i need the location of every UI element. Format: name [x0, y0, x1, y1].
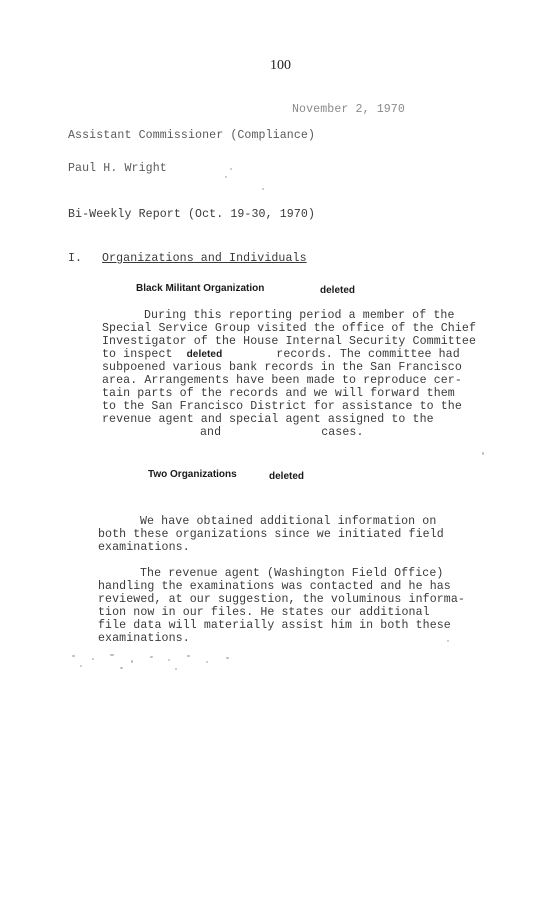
text-fragment: to inspect [102, 348, 173, 361]
text-line: reviewed, at our suggestion, the voluminous informa- [98, 593, 465, 606]
text-line [102, 426, 476, 439]
text-line: subpoened various bank records in the San Francisco [102, 361, 462, 374]
text-line: handling the examinations was contacted and he has [98, 580, 451, 593]
section-numeral: I. [68, 252, 83, 265]
text-line: examinations. [98, 632, 190, 645]
memo-date: November 2, 1970 [292, 103, 405, 116]
text-line: revenue agent and special agent assigned to the [102, 413, 434, 426]
text-line: examinations. [98, 541, 190, 554]
item1-label: Black Militant Organization [136, 283, 265, 294]
text-line: both these organizations since we initiated field [98, 528, 444, 541]
text-line: area. Arrangements have been made to reproduce cer- [102, 374, 462, 387]
memo-from: Paul H. Wright [68, 162, 167, 175]
memo-to: Assistant Commissioner (Compliance) [68, 129, 316, 142]
item2-label: Two Organizations [148, 469, 237, 480]
text-fragment: records. The committee had [276, 348, 460, 361]
text-line: tain parts of the records and we will forward them [102, 387, 455, 400]
item1-paragraph [102, 309, 476, 439]
item1-deleted-mark: deleted [320, 285, 356, 296]
page-number: 100 [270, 58, 291, 73]
text-line: file data will materially assist him in both these [98, 619, 451, 632]
item2-paragraph-2 [98, 567, 465, 645]
text-line: We have obtained additional information on [140, 515, 437, 528]
text-fragment: and [200, 426, 222, 439]
text-line: tion now in our files. He states our additional [98, 606, 430, 619]
text-line: Investigator of the House Internal Security Committee [102, 335, 477, 348]
text-line [102, 348, 476, 361]
redaction-deleted-mark: deleted [186, 349, 223, 360]
section-heading: Organizations and Individuals [102, 252, 307, 265]
text-fragment: cases. [321, 426, 364, 439]
text-line: During this reporting period a member of the [144, 309, 455, 322]
item2-paragraph-1 [98, 515, 444, 554]
text-line: Special Service Group visited the office of the Chief [102, 322, 477, 335]
item2-deleted-mark: deleted [269, 471, 305, 482]
text-line: to the San Francisco District for assistance to the [102, 400, 462, 413]
text-line: The revenue agent (Washington Field Office) [140, 567, 444, 580]
memo-subject: Bi-Weekly Report (Oct. 19-30, 1970) [68, 208, 316, 221]
